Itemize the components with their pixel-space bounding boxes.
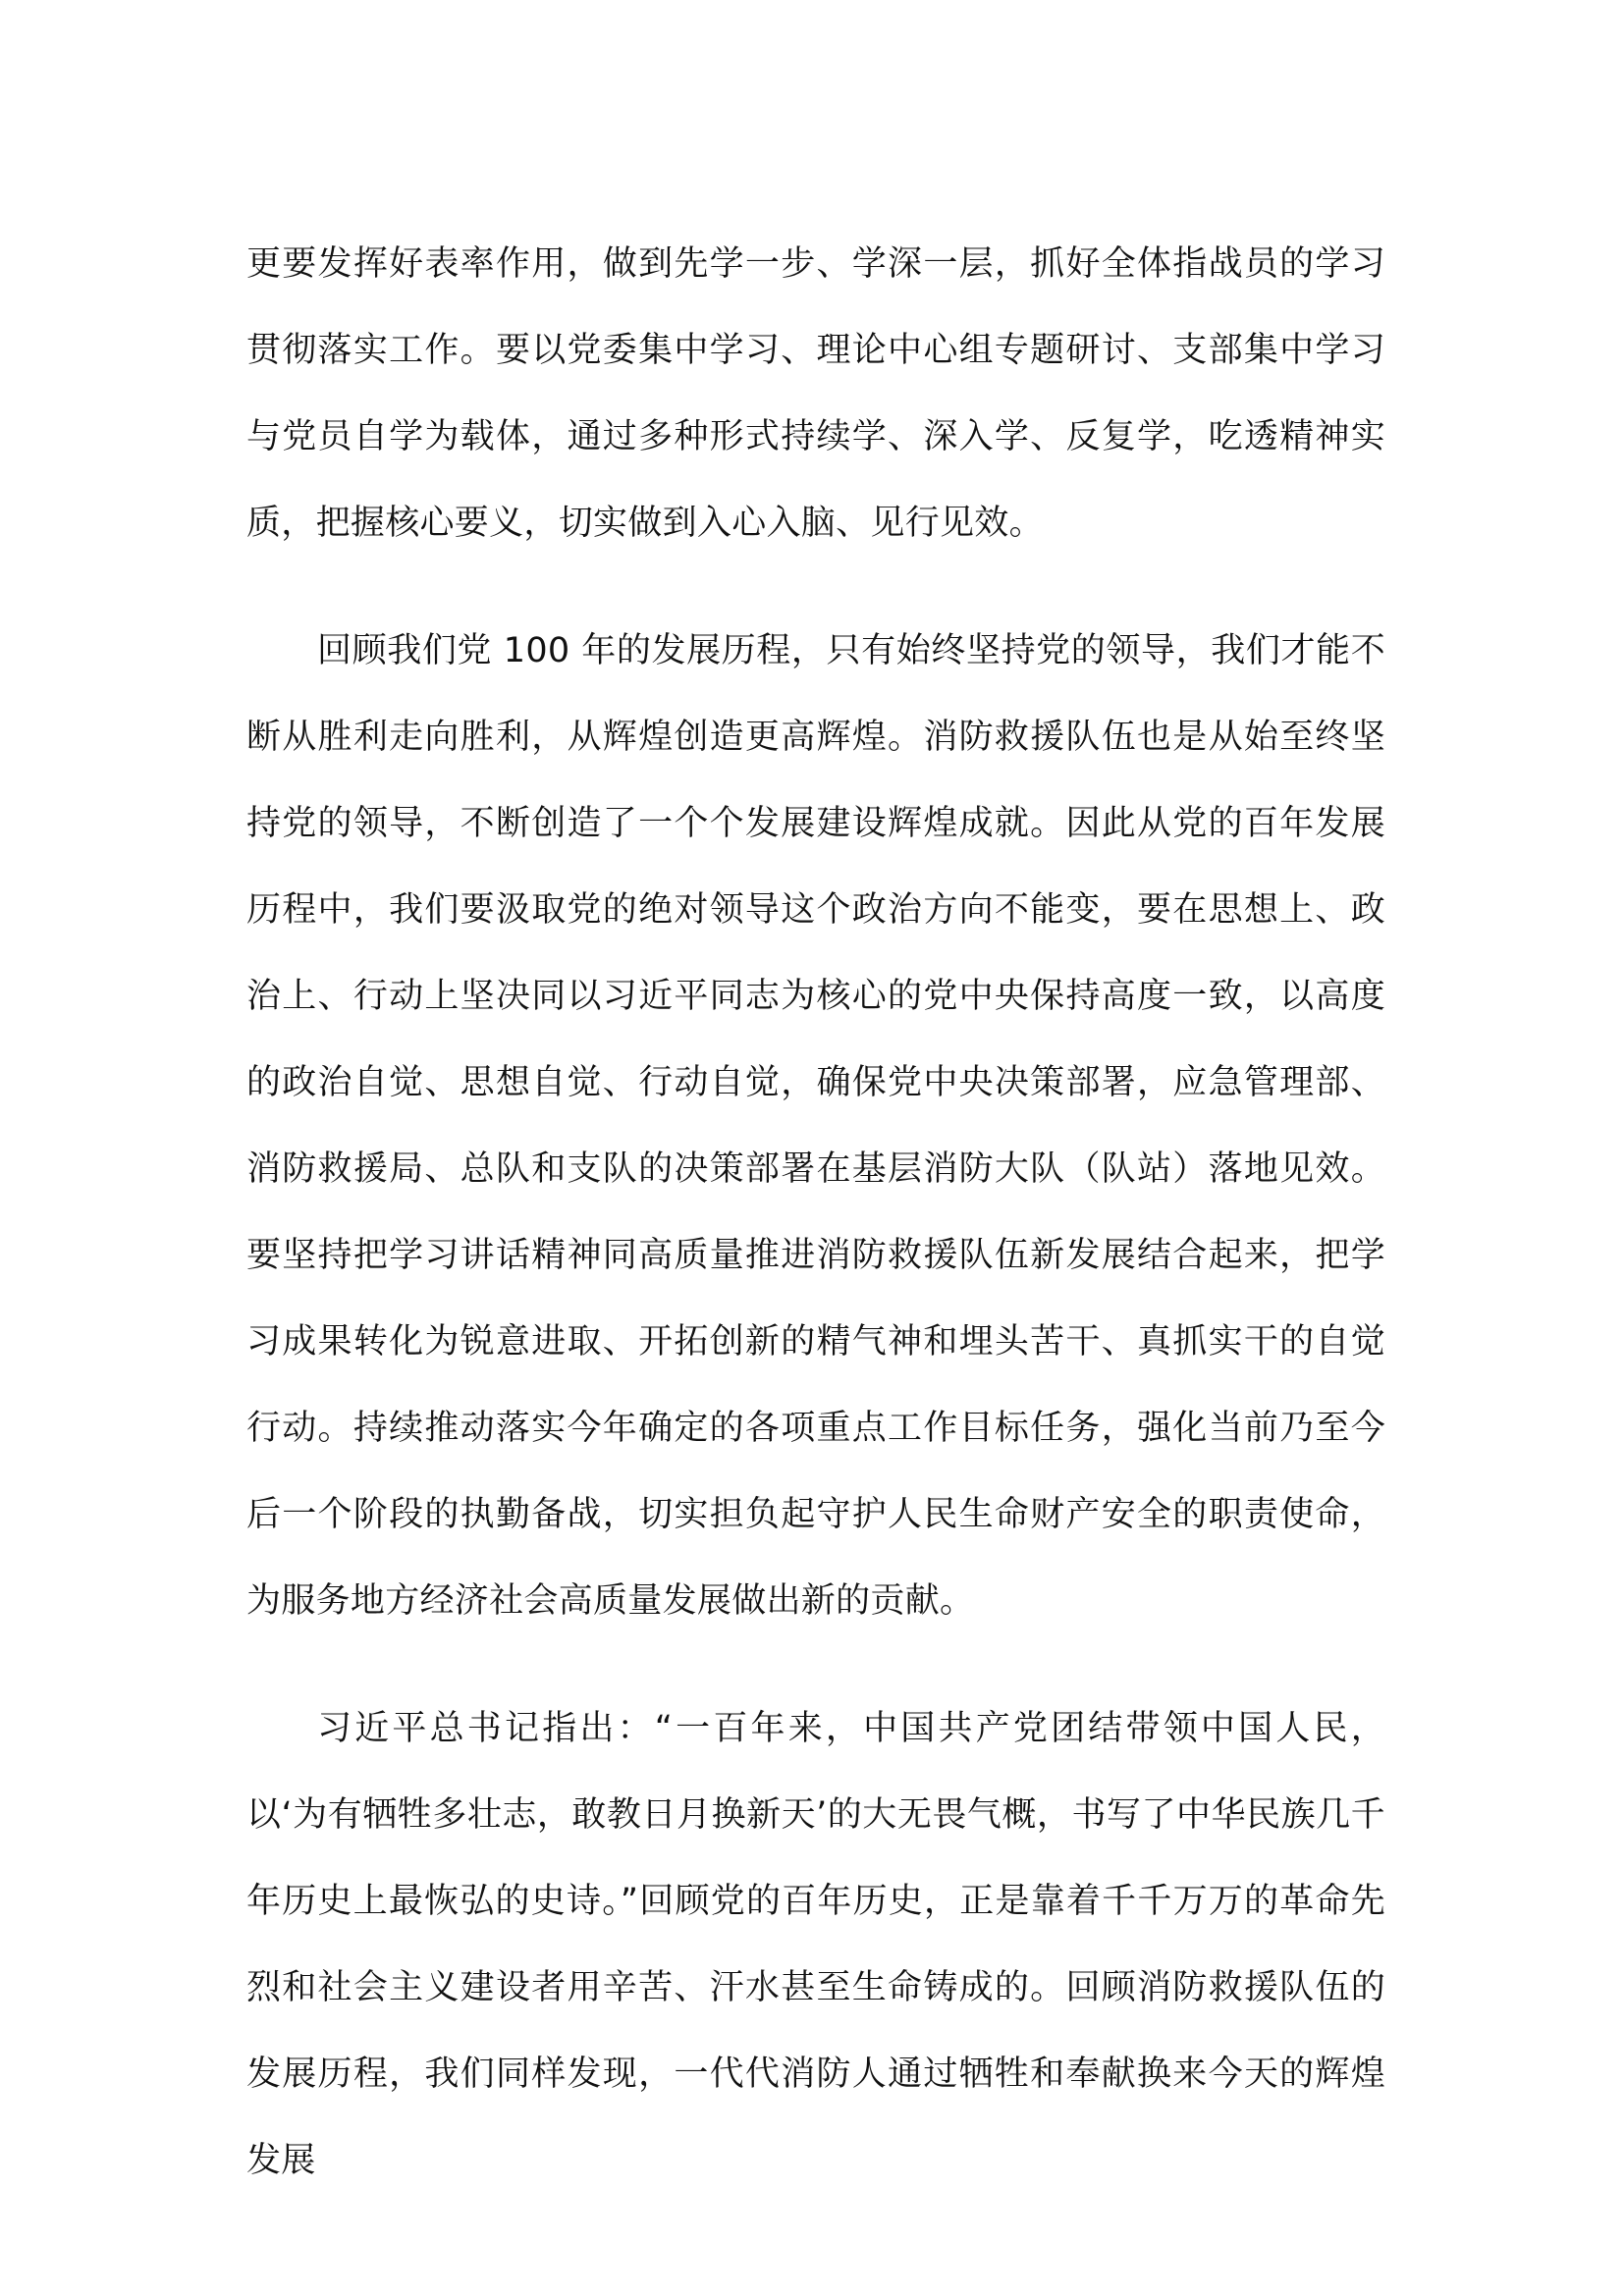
document-body <box>246 221 1385 2204</box>
paragraph-3: 习近平总书记指出：“一百年来，中国共产党团结带领中国人民，以‘为有牺牲多壮志，敢教日月换新天’的大无畏气概，书写了中华民族几千年历史上最恢弘的史诗。”回顾党的百年历史，正是靠着千千万万的革命先烈和社会主义建设者用辛苦、汗水甚至生命铸成的。回顾消防救援队伍的发展历程，我们同样发现，一代代消防人通过牺牲和奉献换来今天的辉煌发展 <box>246 1709 1385 2180</box>
paragraph-2: 回顾我们党 100 年的发展历程，只有始终坚持党的领导，我们才能不断从胜利走向胜利，从辉煌创造更高辉煌。消防救援队伍也是从始至终坚持党的领导，不断创造了一个个发展建设辉煌成就。因此从党的百年发展历程中，我们要汲取党的绝对领导这个政治方向不能变，要在思想上、政治上、行动上坚决同以习近平同志为核心的党中央保持高度一致，以高度的政治自觉、思想自觉、行动自觉，确保党中央决策部署，应急管理部、消防救援局、总队和支队的决策部署在基层消防大队（队站）落地见效。要坚持把学习讲话精神同高质量推进消防救援队伍新发展结合起来，把学习成果转化为锐意进取、开拓创新的精气神和埋头苦干、真抓实干的自觉行动。持续推动落实今年确定的各项重点工作目标任务，强化当前乃至今后一个阶段的执勤备战，切实担负起守护人民生命财产安全的职责使命，为服务地方经济社会高质量发展做出新的贡献。 <box>246 631 1385 1621</box>
paragraph-1: 更要发挥好表率作用，做到先学一步、学深一层，抓好全体指战员的学习贯彻落实工作。要以党委集中学习、理论中心组专题研讨、支部集中学习与党员自学为载体，通过多种形式持续学、深入学、反复学，吃透精神实质，把握核心要义，切实做到入心入脑、见行见效。 <box>246 244 1385 543</box>
